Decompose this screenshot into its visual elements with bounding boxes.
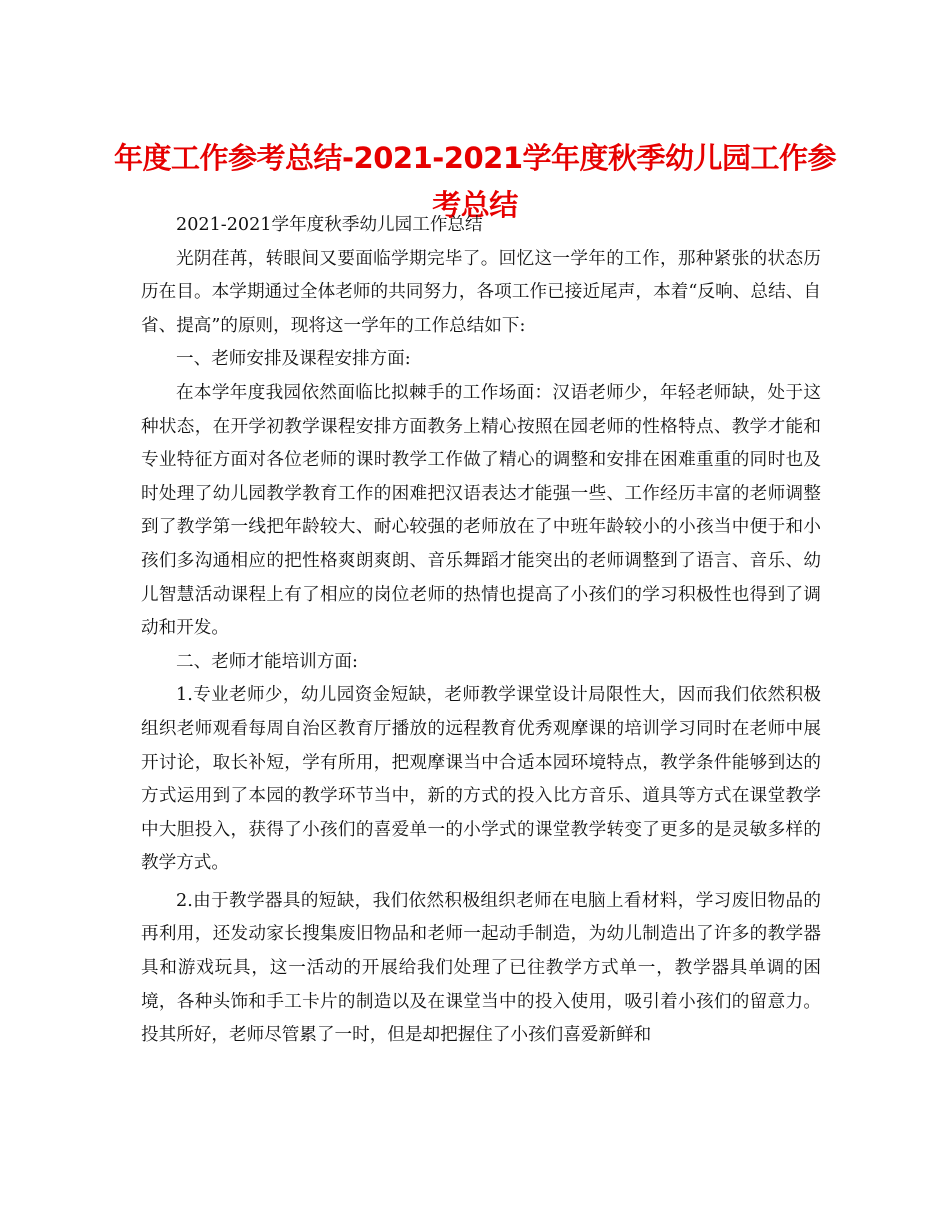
intro-paragraph: 光阴荏苒，转眼间又要面临学期完毕了。回忆这一学年的工作，那种紧张的状态历历在目。本学期通过全体老师的共同努力，各项工作已接近尾声，本着“反响、总结、自省、提高”的原则，现将这一学年的工作总结如下: [141, 248, 821, 336]
document-body [141, 209, 821, 1053]
section-2-item-1: 1.专业老师少，幼儿园资金短缺，老师教学课堂设计局限性大，因而我们依然积极组织老师观看每周自治区教育厅播放的远程教育优秀观摩课的培训学习同时在老师中展开讨论，取长补短，学有所用，把观摩课当中合适本园环境特点，教学条件能够到达的方式运用到了本园的教学环节当中，新的方式的投入比方音乐、道具等方式在课堂教学中大胆投入，获得了小孩们的喜爱单一的小学式的课堂教学转变了更多的是灵敏多样的教学方式。 [141, 685, 821, 874]
section-heading-2: 二、老师才能培训方面: [176, 651, 358, 672]
section-heading-1: 一、老师安排及课程安排方面: [176, 349, 411, 370]
section-1-paragraph: 在本学年度我园依然面临比拟棘手的工作场面：汉语老师少，年轻老师缺，处于这种状态，在开学初教学课程安排方面教务上精心按照在园老师的性格特点、教学才能和专业特征方面对各位老师的课时教学工作做了精心的调整和安排在困难重重的同时也及时处理了幼儿园教学教育工作的困难把汉语表达才能强一些、工作经历丰富的老师调整到了教学第一线把年龄较大、耐心较强的老师放在了中班年龄较小的小孩当中便于和小孩们多沟通相应的把性格爽朗爽朗、音乐舞蹈才能突出的老师调整到了语言、音乐、幼儿智慧活动课程上有了相应的岗位老师的热情也提高了小孩们的学习积极性也得到了调动和开发。 [141, 382, 821, 639]
subtitle-paragraph: 2021-2021学年度秋季幼儿园工作总结 [176, 215, 483, 235]
document-title: 年度工作参考总结-2021-2021学年度秋季幼儿园工作参考总结 [114, 141, 836, 223]
section-2-item-2: 2.由于教学器具的短缺，我们依然积极组织老师在电脑上看材料，学习废旧物品的再利用，还发动家长搜集废旧物品和老师一起动手制造，为幼儿制造出了许多的教学器具和游戏玩具，这一活动的开展给我们处理了已往教学方式单一，教学器具单调的困境，各种头饰和手工卡片的制造以及在课堂当中的投入使用，吸引着小孩们的留意力。投其所好，老师尽管累了一时，但是却把握住了小孩们喜爱新鲜和 [141, 890, 821, 1046]
